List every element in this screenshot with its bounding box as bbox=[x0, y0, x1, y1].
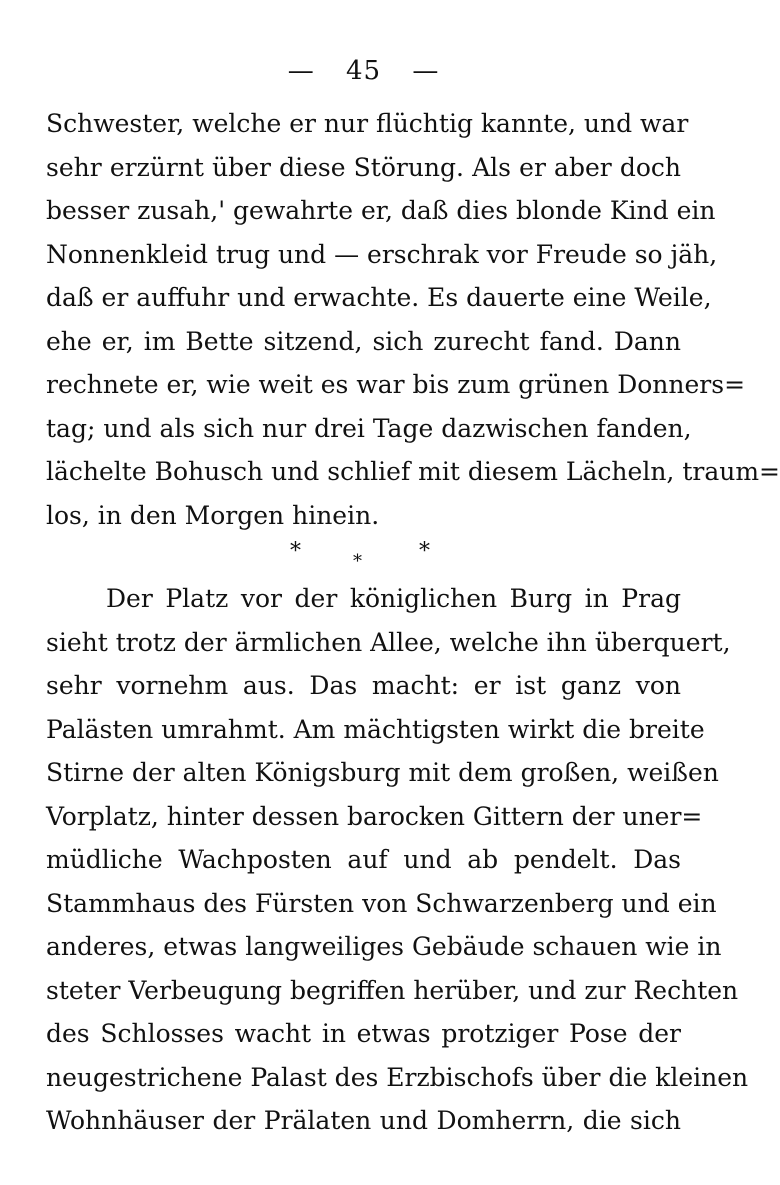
paragraph-2 bbox=[46, 577, 749, 1143]
paragraph-1 bbox=[46, 102, 780, 537]
text-line: los, in den Morgen hinein. bbox=[46, 500, 380, 530]
text-line: Nonnenkleid trug und — erschrak vor Freude so jäh, bbox=[46, 239, 718, 269]
text-line: rechnete er, wie weit es war bis zum grünen Donners= bbox=[46, 370, 746, 399]
page-header bbox=[46, 58, 681, 102]
header-dash-left: — bbox=[287, 56, 315, 86]
page-number: 45 bbox=[345, 56, 382, 86]
text-line: sehr erzürnt über diese Störung. Als er aber doch bbox=[46, 152, 681, 182]
text-line: Schwester, welche er nur flüchtig kannte, und war bbox=[46, 109, 689, 138]
text-line: des Schlosses wacht in etwas protziger Pose der bbox=[46, 1019, 681, 1048]
text-line: neugestrichene Palast des Erzbischofs über die kleinen bbox=[46, 1062, 749, 1092]
asterisk: * bbox=[353, 551, 362, 572]
text-line: ehe er, im Bette sitzend, sich zurecht fand. Dann bbox=[46, 326, 681, 356]
header-dash-right: — bbox=[412, 56, 440, 86]
section-break-asterisks bbox=[46, 537, 681, 577]
text-line: Stirne der alten Königsburg mit dem großen, weißen bbox=[46, 758, 719, 787]
text-line: Vorplatz, hinter dessen barocken Gittern der uner= bbox=[46, 801, 703, 831]
text-line: steter Verbeugung begriffen herüber, und zur Rechten bbox=[46, 975, 739, 1005]
text-line: Stammhaus des Fürsten von Schwarzenberg und ein bbox=[46, 888, 717, 918]
text-line: müdliche Wachposten auf und ab pendelt. Das bbox=[46, 845, 681, 874]
text-line: lächelte Bohusch und schlief mit diesem Lächeln, traum= bbox=[46, 457, 780, 486]
text-line: Wohnhäuser der Prälaten und Domherrn, die sich bbox=[46, 1106, 681, 1135]
text-line: Der Platz vor der königlichen Burg in Prag bbox=[106, 584, 681, 613]
text-line: sehr vornehm aus. Das macht: er ist ganz von bbox=[46, 671, 681, 700]
text-line: sieht trotz der ärmlichen Allee, welche ihn überquert, bbox=[46, 627, 731, 657]
text-line: besser zusah,' gewahrte er, daß dies blonde Kind ein bbox=[46, 196, 716, 225]
asterisk: * bbox=[290, 539, 301, 564]
asterisk: * bbox=[419, 539, 430, 564]
text-line: daß er auffuhr und erwachte. Es dauerte eine Weile, bbox=[46, 283, 712, 312]
text-line: anderes, etwas langweiliges Gebäude schauen wie in bbox=[46, 932, 722, 961]
text-line: Palästen umrahmt. Am mächtigsten wirkt die breite bbox=[46, 714, 705, 744]
text-line: tag; und als sich nur drei Tage dazwischen fanden, bbox=[46, 413, 692, 443]
